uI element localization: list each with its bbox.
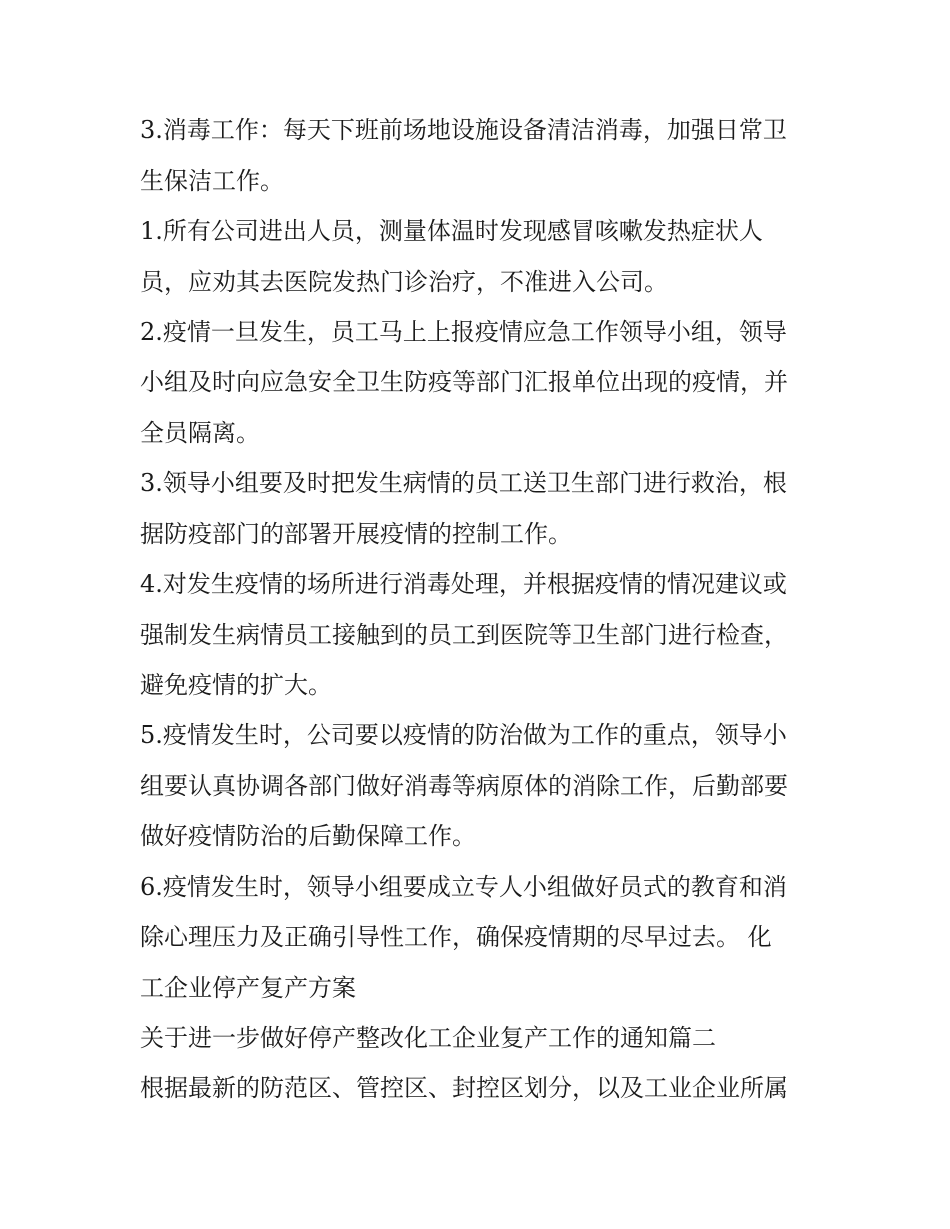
text-line: 2.疫情一旦发生，员工马上上报疫情应急工作领导小组，领导 [140,318,787,346]
text-line: 3.领导小组要及时把发生病情的员工送卫生部门进行救治，根 [140,469,787,497]
text-line: 员，应劝其去医院发热门诊治疗，不准进入公司。 [140,268,668,296]
text-line: 小组及时向应急安全卫生防疫等部门汇报单位出现的疫情，并 [140,368,788,396]
text-line: 根据最新的防范区、管控区、封控区划分，以及工业企业所属 [140,1074,788,1102]
text-line: 6.疫情发生时，领导小组要成立专人小组做好员式的教育和消 [140,873,787,901]
text-line: 4.对发生疫情的场所进行消毒处理，并根据疫情的情况建议或 [140,570,787,598]
text-line: 生保洁工作。 [140,167,284,195]
text-line: 全员隔离。 [140,419,260,447]
text-line: 1.所有公司进出人员，测量体温时发现感冒咳嗽发热症状人 [140,217,763,245]
text-line: 避免疫情的扩大。 [140,671,332,699]
text-line: 工企业停产复产方案 [140,974,356,1002]
text-line: 关于进一步做好停产整改化工企业复产工作的通知篇二 [140,1024,716,1052]
text-line: 组要认真协调各部门做好消毒等病原体的消除工作，后勤部要 [140,772,788,800]
text-line: 5.疫情发生时，公司要以疫情的防治做为工作的重点，领导小 [140,721,787,749]
text-line: 据防疫部门的部署开展疫情的控制工作。 [140,520,572,548]
text-line: 除心理压力及正确引导性工作，确保疫情期的尽早过去。 化 [140,923,772,951]
text-line: 强制发生病情员工接触到的员工到医院等卫生部门进行检查， [140,621,788,649]
text-line: 3.消毒工作：每天下班前场地设施设备清洁消毒，加强日常卫 [140,116,787,144]
text-line: 做好疫情防治的后勤保障工作。 [140,822,476,850]
